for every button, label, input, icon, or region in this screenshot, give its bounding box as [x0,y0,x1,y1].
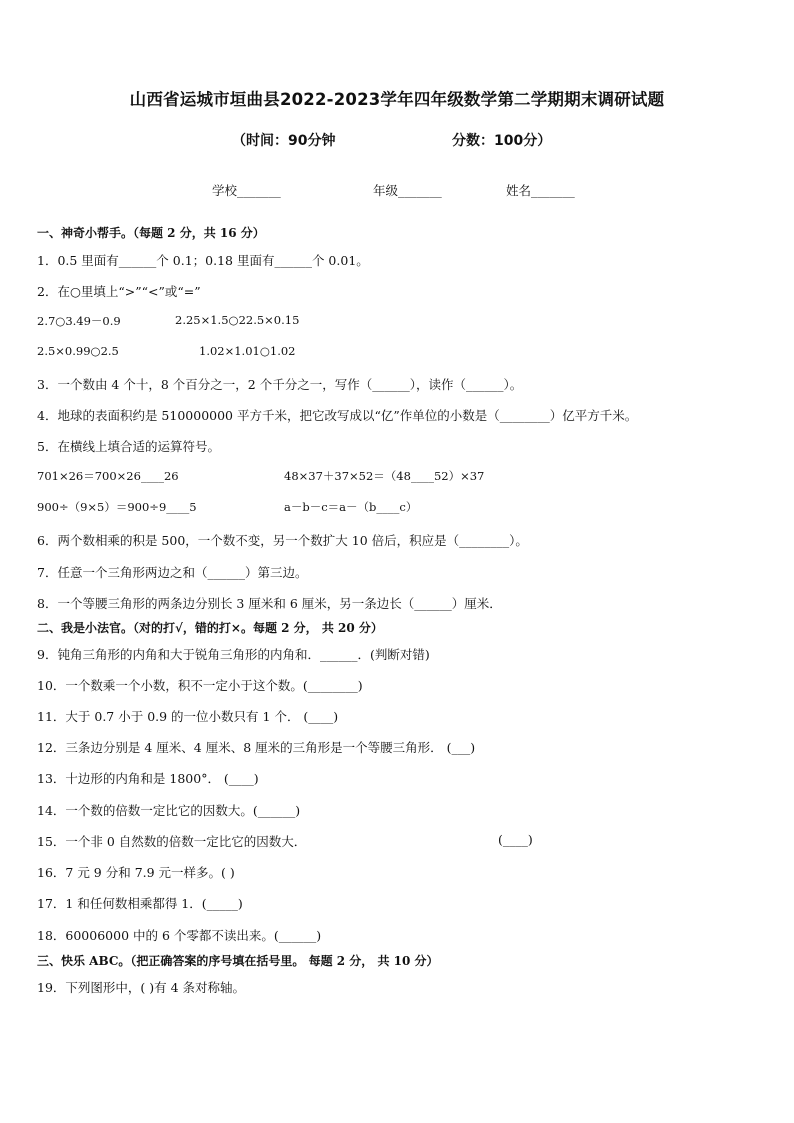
question-7: 7．任意一个三角形两边之和（______）第三边。 [37,565,308,580]
question-2-item-c: 2.5×0.99○2.5 [37,344,119,358]
question-2-item-b: 2.25×1.5○22.5×0.15 [175,313,300,327]
question-5: 5．在横线上填合适的运算符号。 [37,439,220,454]
school-field: 学校_______ [212,183,281,198]
question-15-answer-blank: (____) [498,832,533,847]
question-5-item-c: 900÷（9×5）＝900÷9____5 [37,500,197,514]
question-9: 9．钝角三角形的内角和大于锐角三角形的内角和．______．(判断对错) [37,647,430,662]
question-15: 15．一个非 0 自然数的倍数一定比它的因数大． [37,834,307,849]
question-5-item-d: a－b－c＝a－（b____c） [284,500,418,514]
question-12: 12．三条边分别是 4 厘米、4 厘米、8 厘米的三角形是一个等腰三角形． (___) [37,740,476,755]
question-14: 14．一个数的倍数一定比它的因数大。(______) [37,803,301,818]
question-13: 13．十边形的内角和是 1800°． (____) [37,771,259,786]
question-2: 2．在○里填上“>”“<”或“=” [37,284,201,299]
question-4: 4．地球的表面积约是 510000000 平方千米，把它改写成以“亿”作单位的小数是（________）亿平方千米。 [37,408,638,423]
question-3: 3．一个数由 4 个十，8 个百分之一，2 个千分之一，写作（______），读作（______）。 [37,377,523,392]
question-6: 6．两个数相乘的积是 500，一个数不变，另一个数扩大 10 倍后，积应是（________）。 [37,533,528,548]
section-heading-3: 三、快乐 ABC。（把正确答案的序号填在括号里。 每题 2 分， 共 10 分） [37,954,439,968]
question-1: 1．0.5 里面有______个 0.1；0.18 里面有______个 0.01。 [37,253,369,268]
question-10: 10．一个数乘一个小数，积不一定小于这个数。(________) [37,678,363,693]
question-5-item-b: 48×37＋37×52＝（48____52）×37 [284,469,485,483]
question-5-item-a: 701×26＝700×26____26 [37,469,179,483]
question-16: 16．7 元 9 分和 7.9 元一样多。( ) [37,865,235,880]
name-field: 姓名_______ [506,183,575,198]
question-2-item-a: 2.7○3.49－0.9 [37,314,121,328]
section-heading-1: 一、神奇小帮手。（每题 2 分，共 16 分） [37,226,265,240]
section-heading-2: 二、我是小法官。（对的打√，错的打×。每题 2 分， 共 20 分） [37,621,383,635]
question-2-item-d: 1.02×1.01○1.02 [199,344,296,358]
question-19: 19．下列图形中，( )有 4 条对称轴。 [37,980,246,995]
exam-time: （时间：90分钟 [232,133,336,149]
exam-score: 分数：100分） [452,133,552,149]
question-8: 8．一个等腰三角形的两条边分别长 3 厘米和 6 厘米，另一条边长（______）厘米． [37,596,502,611]
page-title: 山西省运城市垣曲县2022-2023学年四年级数学第二学期期末调研试题 [129,90,665,109]
question-11: 11．大于 0.7 小于 0.9 的一位小数只有 1 个． (____) [37,709,339,724]
question-17: 17．1 和任何数相乘都得 1．(_____) [37,896,243,911]
grade-field: 年级_______ [373,183,442,198]
question-18: 18．60006000 中的 6 个零都不读出来。(______) [37,928,322,943]
